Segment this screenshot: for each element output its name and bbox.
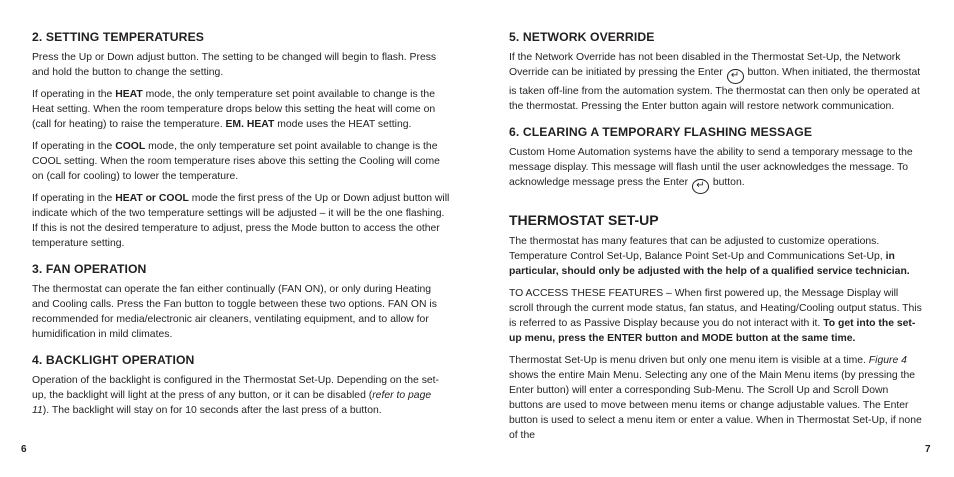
bold-text: To get into the set-up menu, press the ENTER button and MODE button at the same time. xyxy=(509,318,916,344)
paragraph xyxy=(32,191,450,251)
text: The thermostat has many features that can be adjusted to customize operations. Temperature Control Set-Up, Balance Point Set-Up and Communications Set-Up, xyxy=(509,236,886,262)
section-heading: 5. NETWORK OVERRIDE xyxy=(509,30,655,44)
paragraph xyxy=(509,286,923,346)
paragraph: Press the Up or Down adjust button. The setting to be changed will begin to flash. Press and hold the button to change the setting. xyxy=(32,52,437,78)
paragraph xyxy=(32,139,450,184)
section-heading: 6. CLEARING A TEMPORARY FLASHING MESSAGE xyxy=(509,125,813,139)
section-clearing-message xyxy=(509,125,923,194)
paragraph xyxy=(509,353,923,443)
italic-reference: Figure 4 xyxy=(868,355,907,366)
section-heading: 3. FAN OPERATION xyxy=(32,262,147,276)
paragraph xyxy=(509,50,923,114)
paragraph: The thermostat can operate the fan either continually (FAN ON), or only during Heating and Cooling calls. Press the Fan button to toggle between these two options. FAN ON is recommended for media/electronic air cleaners, ventilating equipment, and to allow for humidification in mild climates. xyxy=(32,284,437,340)
page-number-right: 7 xyxy=(925,444,931,455)
bold-text: HEAT xyxy=(115,89,143,100)
paragraph xyxy=(32,373,450,418)
right-page xyxy=(509,30,923,454)
bold-text: HEAT or COOL xyxy=(115,193,189,204)
section-heading: THERMOSTAT SET-UP xyxy=(509,212,659,228)
text: If operating in the xyxy=(32,89,116,100)
page-number-left: 6 xyxy=(21,444,27,455)
left-page xyxy=(32,30,450,429)
section-heading: 4. BACKLIGHT OPERATION xyxy=(32,353,195,367)
section-backlight-operation xyxy=(32,353,450,418)
section-thermostat-setup xyxy=(509,212,923,443)
section-fan-operation xyxy=(32,262,450,342)
text: mode, the only temperature set point available to change is the Heat setting. When the room temperature drops below this setting the heat will come on (call for heating) to raise the temperature. xyxy=(32,89,436,130)
text: button. When initiated, the thermostat is taken off-line from the automation system. The thermostat can then only be operated at the thermostat. Pressing the Enter button again will restore network communication. xyxy=(509,67,921,112)
text: Custom Home Automation systems have the ability to send a temporary message to the message display. This message will flash until the user acknowledges the message. To acknowledge message press the Enter xyxy=(509,147,913,188)
section-heading: 2. SETTING TEMPERATURES xyxy=(32,30,205,44)
text: Operation of the backlight is configured in the Thermostat Set-Up. Depending on the set-up, the backlight will light at the press of any button, or it can be disabled ( xyxy=(32,375,440,401)
text: mode uses the HEAT setting. xyxy=(274,119,412,130)
italic-reference: refer to page 11 xyxy=(32,390,432,416)
paragraph xyxy=(32,87,450,132)
bold-text: EM. HEAT xyxy=(225,119,275,130)
section-network-override xyxy=(509,30,923,114)
paragraph xyxy=(509,234,923,279)
text: mode the first press of the Up or Down adjust button will indicate which of the two temperature settings will be adjusted – it will be the one flashing. If this is not the desired temperature to adjust, press the Mode button to access the other temperature setting. xyxy=(32,193,450,249)
text: Thermostat Set-Up is menu driven but only one menu item is visible at a time. xyxy=(509,355,869,366)
text: If the Network Override has not been disabled in the Thermostat Set-Up, the Network Override can be initiated by pressing the Enter xyxy=(509,52,901,78)
text: If operating in the xyxy=(32,141,116,152)
text: button. xyxy=(709,177,745,188)
text: shows the entire Main Menu. Selecting any one of the Main Menu items (by pressing the Enter button) will enter a corresponding Sub-Menu. The Scroll Up and Scroll Down buttons are used to move between menu items or change adjustable values. The Enter button is used to select a menu item or enter a value. When in Thermostat Set-Up, if none of the xyxy=(509,370,922,441)
text: TO ACCESS THESE FEATURES – When first powered up, the Message Display will scroll through the current mode status, fan status, and Heating/Cooling output status. This is referred to as Passive Display because you do not interact with it. xyxy=(509,288,922,329)
enter-button-icon: ↵ xyxy=(727,69,744,84)
text: ). The backlight will stay on for 10 seconds after the last press of a button. xyxy=(42,405,382,416)
text: mode, the only temperature set point available to change is the COOL setting. When the room temperature rises above this setting the Cooling will come on (call for cooling) to lower the temperature. xyxy=(32,141,440,182)
paragraph xyxy=(509,145,923,194)
bold-text: COOL xyxy=(115,141,146,152)
text: If operating in the xyxy=(32,193,116,204)
enter-button-icon: ↵ xyxy=(692,179,709,194)
section-setting-temperatures xyxy=(32,30,450,251)
bold-text: in particular, should only be adjusted with the help of a qualified service technician. xyxy=(509,251,910,277)
